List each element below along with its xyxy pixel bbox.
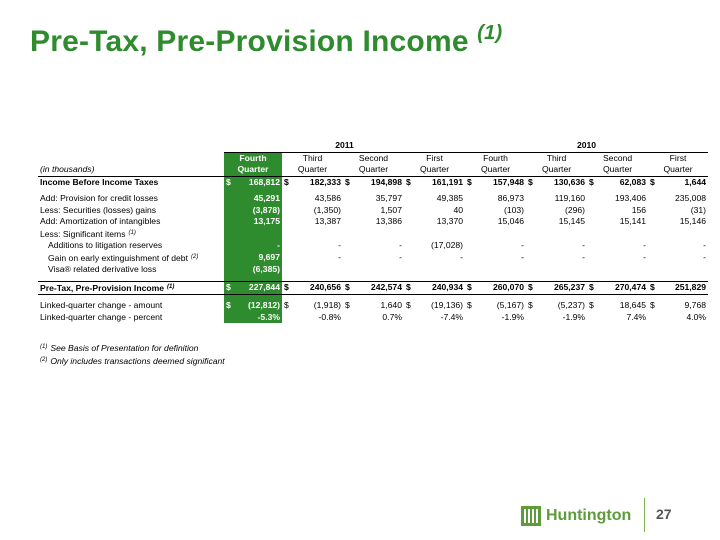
table-cell — [661, 228, 708, 241]
currency-symbol — [526, 240, 539, 252]
table-cell: - — [521, 252, 525, 262]
table-cell: - — [399, 240, 402, 250]
currency-symbol — [282, 228, 295, 241]
currency-symbol — [465, 205, 478, 217]
row-label: Linked-quarter change - percent — [40, 311, 163, 322]
table-cell: 15,046 — [497, 216, 525, 226]
table-cell — [417, 264, 465, 276]
currency-symbol: $ — [528, 300, 533, 310]
currency-symbol — [404, 228, 417, 241]
currency-symbol — [404, 193, 417, 205]
currency-symbol — [343, 264, 356, 276]
table-cell — [539, 228, 587, 241]
column-header-top: First — [669, 152, 687, 163]
table-cell: 62,083 — [600, 176, 648, 188]
currency-symbol — [224, 312, 237, 324]
table-cell: (17,028) — [431, 240, 464, 250]
table-cell: 13,386 — [375, 216, 402, 226]
currency-symbol — [282, 205, 295, 217]
ppi-table — [38, 140, 708, 323]
column-header-bottom: Quarter — [282, 164, 343, 176]
table-cell: 15,146 — [679, 216, 707, 226]
currency-symbol — [648, 193, 661, 205]
huntington-logo — [521, 505, 631, 527]
currency-symbol — [404, 216, 417, 228]
row-label: Less: Significant items $^{(1)}$ — [40, 228, 136, 239]
currency-symbol — [587, 216, 600, 228]
table-cell: 1,640 — [380, 300, 402, 310]
table-cell — [237, 228, 282, 241]
table-cell: 86,973 — [497, 193, 525, 203]
table-cell — [295, 264, 343, 276]
table-cell: 15,145 — [558, 216, 586, 226]
currency-symbol — [224, 205, 237, 217]
currency-symbol — [526, 205, 539, 217]
table-cell: 194,898 — [356, 176, 404, 188]
title-footnote-mark: (1) — [477, 22, 503, 44]
row-footnote-mark: (1) — [167, 283, 175, 290]
table-cell: 251,829 — [661, 281, 708, 295]
currency-symbol — [648, 205, 661, 217]
table-cell: - — [399, 252, 402, 262]
table-cell: (3,878) — [237, 205, 282, 217]
table-cell: 13,370 — [436, 216, 464, 226]
table-cell: 35,797 — [375, 193, 402, 203]
logo-wordmark: Huntington — [546, 507, 632, 524]
table-cell: 265,237 — [539, 281, 587, 295]
table-cell: 240,934 — [417, 281, 465, 295]
currency-symbol: $ — [345, 300, 350, 310]
row-label: Add: Amortization of intangibles — [40, 216, 161, 226]
currency-symbol — [526, 312, 539, 324]
table-cell: (1,350) — [313, 204, 341, 215]
currency-symbol: $ — [526, 176, 539, 188]
column-header-top: Second — [358, 152, 389, 163]
table-cell — [539, 264, 587, 276]
table-cell: 1,507 — [380, 204, 402, 215]
column-header-bottom: Quarter — [224, 164, 282, 176]
currency-symbol: $ — [406, 300, 411, 310]
currency-symbol — [224, 228, 237, 241]
currency-symbol — [465, 252, 478, 265]
table-cell: 0.7% — [382, 311, 402, 322]
currency-symbol: $ — [282, 176, 295, 188]
table-row — [38, 264, 708, 276]
table-cell: 130,636 — [539, 176, 587, 188]
column-header-top: Fourth — [483, 152, 508, 163]
table-row — [38, 216, 708, 228]
page-title: Pre-Tax, Pre-Provision Income $^{(1)}$ — [30, 22, 503, 58]
currency-symbol: $ — [404, 281, 417, 295]
table-cell: 18,645 — [619, 300, 647, 310]
column-header-top: Third — [546, 152, 567, 163]
table-cell: 49,385 — [436, 193, 464, 203]
currency-symbol: $ — [648, 176, 661, 188]
table-cell: 15,141 — [619, 216, 647, 226]
table-cell: (5,167) — [496, 300, 525, 310]
table-cell: 227,844 — [237, 281, 282, 295]
currency-symbol: $ — [224, 176, 237, 188]
table-cell: 260,070 — [478, 281, 526, 295]
row-footnote-mark: (1) — [128, 229, 136, 236]
currency-symbol: $ — [467, 300, 472, 310]
table-cell: 156 — [631, 204, 647, 215]
currency-symbol — [526, 216, 539, 228]
table-cell: 235,008 — [674, 193, 707, 203]
row-label: Visa® related derivative loss — [48, 264, 157, 274]
currency-symbol — [404, 264, 417, 276]
table-cell: 13,387 — [314, 216, 341, 226]
currency-symbol — [224, 264, 237, 276]
table-cell: (19,136) — [431, 300, 464, 310]
column-header-bottom: Quarter — [343, 164, 404, 176]
currency-symbol: $ — [282, 281, 295, 295]
footnote-2: $^{(2)}$ Only includes transactions deemed significant — [40, 355, 225, 366]
currency-symbol — [224, 216, 237, 228]
table-row — [38, 312, 708, 324]
table-cell: (1,918) — [313, 300, 341, 310]
column-header-bottom: Quarter — [648, 164, 708, 176]
currency-symbol — [587, 252, 600, 265]
table-cell: (31) — [690, 204, 707, 215]
table-cell: 119,160 — [554, 193, 586, 203]
row-label: Add: Provision for credit losses — [40, 193, 158, 203]
footer-divider — [644, 498, 645, 532]
currency-symbol — [648, 240, 661, 252]
page-number: 27 — [656, 506, 672, 522]
table-cell: - — [643, 252, 647, 262]
currency-symbol: $ — [587, 176, 600, 188]
table-cell: -1.9% — [501, 311, 525, 322]
currency-symbol — [465, 240, 478, 252]
column-header-bottom: Quarter — [526, 164, 587, 176]
currency-symbol — [404, 240, 417, 252]
table-cell: - — [582, 252, 586, 262]
table-cell: 240,656 — [295, 281, 343, 295]
footnote-1: $^{(1)}$ See Basis of Presentation for definition — [40, 343, 199, 353]
table-cell: 43,586 — [314, 193, 341, 203]
table-cell: 4.0% — [686, 311, 707, 322]
table-cell — [478, 228, 526, 241]
table-cell: (103) — [503, 204, 525, 215]
currency-symbol — [224, 240, 237, 252]
currency-symbol: $ — [465, 176, 478, 188]
column-header-bottom: Quarter — [404, 164, 465, 176]
table-cell — [478, 264, 526, 276]
table-cell — [356, 264, 404, 276]
currency-symbol — [224, 193, 237, 205]
row-label: Additions to litigation reserves — [48, 240, 163, 250]
table-cell: (5,237) — [557, 300, 586, 310]
currency-symbol — [465, 228, 478, 241]
currency-symbol — [465, 312, 478, 324]
table-cell: - — [521, 240, 525, 250]
row-label: Less: Securities (losses) gains — [40, 204, 157, 215]
currency-symbol — [587, 312, 600, 324]
currency-symbol — [526, 193, 539, 205]
row-label: Pre-Tax, Pre-Provision Income $^{(1)}$ — [38, 281, 224, 295]
table-cell: -0.8% — [318, 311, 341, 322]
table-row — [38, 205, 708, 217]
currency-symbol — [224, 252, 237, 265]
currency-symbol — [465, 193, 478, 205]
currency-symbol — [526, 264, 539, 276]
table-cell: (6,385) — [237, 264, 282, 276]
table-cell: -5.3% — [237, 312, 282, 324]
column-header-bottom: Quarter — [587, 164, 648, 176]
table-cell: 13,175 — [237, 216, 282, 228]
currency-symbol — [648, 228, 661, 241]
currency-symbol: $ — [465, 281, 478, 295]
currency-symbol — [465, 264, 478, 276]
table-cell — [661, 264, 708, 276]
table-cell: - — [460, 252, 464, 262]
currency-symbol — [648, 264, 661, 276]
table-cell: 242,574 — [356, 281, 404, 295]
currency-symbol — [404, 205, 417, 217]
currency-symbol: $ — [224, 300, 237, 312]
column-header-bottom: Quarter — [465, 164, 526, 176]
currency-symbol — [282, 264, 295, 276]
currency-symbol — [282, 252, 295, 265]
table-cell: 193,406 — [614, 193, 647, 203]
table-cell — [295, 228, 343, 241]
currency-symbol — [343, 216, 356, 228]
table-cell: 270,474 — [600, 281, 648, 295]
table-cell: 9,697 — [237, 252, 282, 265]
currency-symbol — [404, 312, 417, 324]
units-label: (in thousands) — [38, 164, 224, 176]
column-header-top: First — [426, 152, 443, 163]
table-row — [38, 228, 708, 241]
table-cell: 9,768 — [684, 300, 707, 310]
footnotes — [40, 341, 225, 366]
currency-symbol — [343, 205, 356, 217]
currency-symbol: $ — [343, 176, 356, 188]
table-row — [38, 281, 708, 295]
table-cell: - — [703, 252, 707, 262]
currency-symbol — [526, 252, 539, 265]
currency-symbol — [282, 193, 295, 205]
year-header-2011: 2011 — [224, 140, 465, 152]
currency-symbol: $ — [526, 281, 539, 295]
currency-symbol — [587, 193, 600, 205]
table-cell — [356, 228, 404, 241]
table-cell: - — [237, 240, 282, 252]
table-cell: (12,812) — [237, 300, 282, 312]
currency-symbol — [648, 216, 661, 228]
currency-symbol — [343, 252, 356, 265]
currency-symbol: $ — [650, 300, 655, 310]
table-row — [38, 193, 708, 205]
currency-symbol: $ — [343, 281, 356, 295]
table-cell: 161,191 — [417, 176, 465, 188]
currency-symbol: $ — [587, 281, 600, 295]
currency-symbol — [587, 205, 600, 217]
currency-symbol — [343, 228, 356, 241]
table-cell: - — [338, 240, 341, 250]
currency-symbol: $ — [648, 281, 661, 295]
currency-symbol — [282, 240, 295, 252]
table-cell: 1,644 — [661, 176, 708, 188]
table-row — [38, 300, 708, 312]
column-header-top: Third — [302, 152, 323, 163]
table-row — [38, 240, 708, 252]
currency-symbol — [587, 240, 600, 252]
table-cell — [600, 264, 648, 276]
row-label: Gain on early extinguishment of debt $^{(2)}$ — [48, 252, 199, 263]
year-header-2010: 2010 — [465, 140, 708, 152]
currency-symbol — [343, 240, 356, 252]
table-cell: (296) — [564, 204, 586, 215]
table-cell: - — [703, 240, 707, 250]
table-row — [38, 176, 708, 188]
currency-symbol — [465, 216, 478, 228]
currency-symbol — [587, 264, 600, 276]
currency-symbol: $ — [589, 300, 594, 310]
table-row — [38, 252, 708, 265]
table-cell: -1.9% — [562, 311, 586, 322]
currency-symbol: $ — [404, 176, 417, 188]
currency-symbol — [282, 216, 295, 228]
currency-symbol: $ — [284, 300, 289, 310]
currency-symbol — [587, 228, 600, 241]
currency-symbol — [648, 312, 661, 324]
currency-symbol — [343, 312, 356, 324]
table-cell: 40 — [453, 204, 464, 215]
row-label: Income Before Income Taxes — [38, 176, 224, 188]
currency-symbol: $ — [224, 281, 237, 295]
currency-symbol — [404, 252, 417, 265]
table-cell: - — [582, 240, 586, 250]
table-cell: -7.4% — [440, 311, 464, 322]
currency-symbol — [526, 228, 539, 241]
huntington-logo-icon — [521, 506, 541, 526]
table-cell: - — [643, 240, 647, 250]
currency-symbol — [343, 193, 356, 205]
currency-symbol — [648, 252, 661, 265]
table-cell: 182,333 — [295, 176, 343, 188]
table-cell — [600, 228, 648, 241]
table-cell: 45,291 — [237, 193, 282, 205]
currency-symbol — [282, 312, 295, 324]
column-header-top: Second — [602, 152, 633, 163]
table-cell: 168,812 — [237, 176, 282, 188]
table-cell: 7.4% — [626, 311, 647, 322]
table-cell — [417, 228, 465, 241]
row-label: Linked-quarter change - amount — [40, 300, 163, 310]
row-footnote-mark: (2) — [190, 253, 199, 260]
table-cell: - — [338, 252, 341, 262]
column-header-top: Fourth — [224, 152, 282, 164]
table-cell: 157,948 — [478, 176, 526, 188]
